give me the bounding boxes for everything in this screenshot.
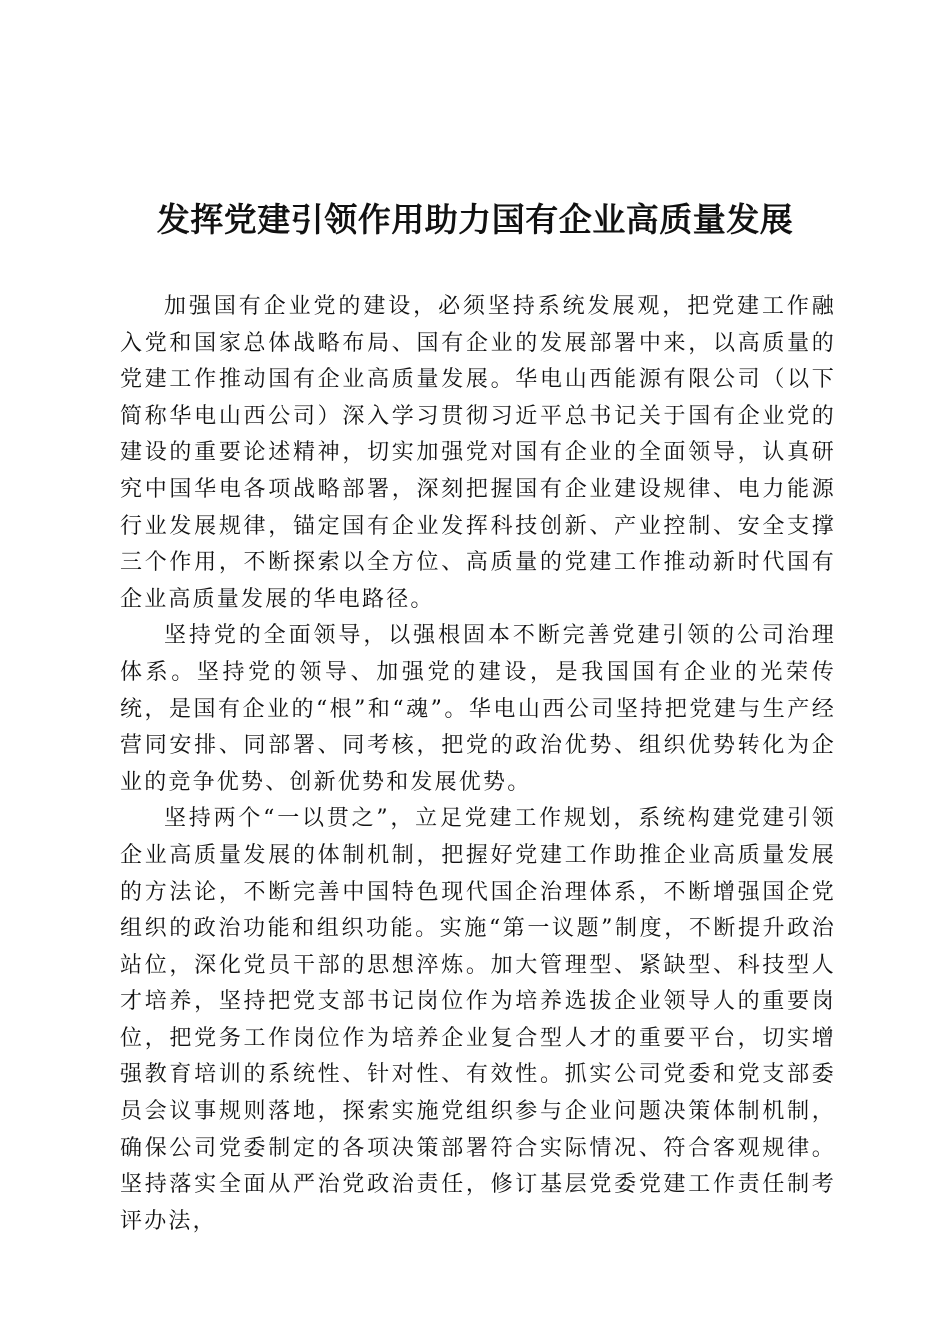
paragraph-intro: 加强国有企业党的建设，必须坚持系统发展观，把党建工作融入党和国家总体战略布局、国有企业的发展部署中来，以高质量的党建工作推动国有企业高质量发展。华电山西能源有限公司（以下简称华电山西公司）深入学习贯彻习近平总书记关于国有企业党的建设的重要论述精神，切实加强党对国有企业的全面领导，认真研究中国华电各项战略部署，深刻把握国有企业建设规律、电力能源行业发展规律，锚定国有企业发挥科技创新、产业控制、安全支撑三个作用，不断探索以全方位、高质量的党建工作推动新时代国有企业高质量发展的华电路径。	[120, 294, 836, 612]
document-title: 发挥党建引领作用助力国有企业高质量发展	[156, 200, 794, 239]
paragraph-two-consistently: 坚持两个“一以贯之”，立足党建工作规划，系统构建党建引领企业高质量发展的体制机制，把握好党建工作助推企业高质量发展的方法论，不断完善中国特色现代国企治理体系，不断增强国企党组织的政治功能和组织功能。实施“第一议题”制度，不断提升政治站位，深化党员干部的思想淬炼。加大管理型、紧缺型、科技型人才培养，坚持把党支部书记岗位作为培养选拔企业领导人的重要岗位，把党务工作岗位作为培养企业复合型人才的重要平台，切实增强教育培训的系统性、针对性、有效性。抓实公司党委和党支部委员会议事规则落地，探索实施党组织参与企业问题决策体制机制，确保公司党委制定的各项决策部署符合实际情况、符合客观规律。坚持落实全面从严治党政治责任，修订基层党委党建工作责任制考评办法，	[120, 806, 836, 1234]
paragraph-party-leadership: 坚持党的全面领导，以强根固本不断完善党建引领的公司治理体系。坚持党的领导、加强党的建设，是我国国有企业的光荣传统，是国有企业的“根”和“魂”。华电山西公司坚持把党建与生产经营同安排、同部署、同考核，把党的政治优势、组织优势转化为企业的竞争优势、创新优势和发展优势。	[120, 623, 836, 795]
document-body	[120, 289, 836, 1240]
